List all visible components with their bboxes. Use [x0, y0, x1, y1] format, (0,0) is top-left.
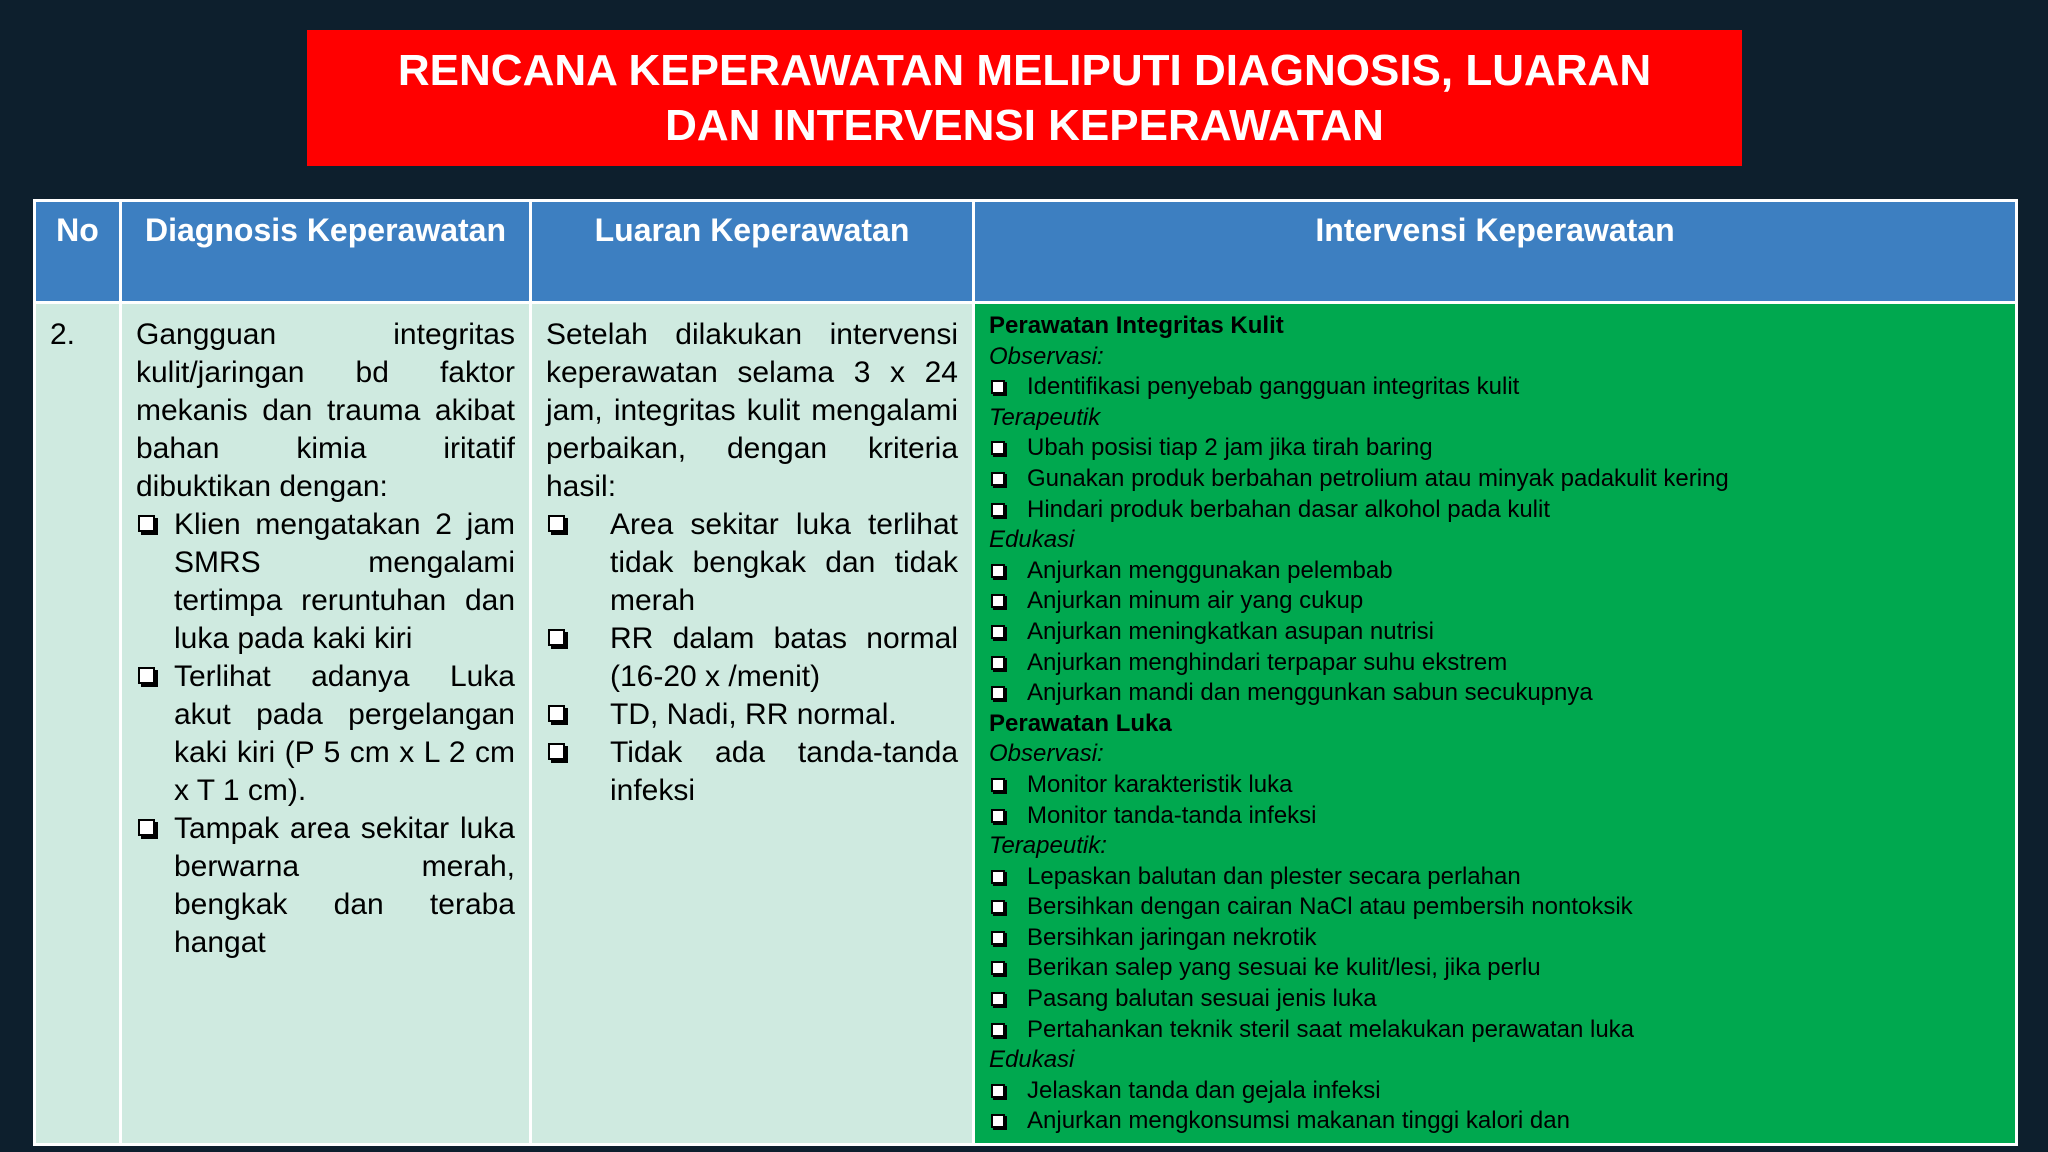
diagnosis-intro: Gangguan integritas kulit/jaringan bd faktor mekanis dan trauma akibat bahan kimia iritatif dibuktikan dengan: — [136, 318, 515, 503]
checkbox-bullet-icon — [991, 1114, 1005, 1128]
item-text: Anjurkan minum air yang cukup — [1027, 587, 1364, 615]
checkbox-bullet-icon — [548, 515, 565, 532]
item-text: Anjurkan menggunakan pelembab — [1027, 556, 1393, 584]
section-title-perawatan-integritas-kulit: Perawatan Integritas Kulit — [989, 312, 1284, 339]
list-item — [989, 1076, 2005, 1107]
item-text: Anjurkan mengkonsumsi makanan tinggi kalori dan — [1027, 1107, 1570, 1135]
item-text: Hindari produk berbahan dasar alkohol pada kulit — [1027, 495, 1551, 523]
list-item — [989, 892, 2005, 923]
checkbox-bullet-icon — [991, 686, 1005, 700]
item-text: Bersihkan jaringan nekrotik — [1027, 923, 1317, 951]
header-diagnosis: Diagnosis Keperawatan — [121, 201, 531, 303]
bullet-text: Tampak area sekitar luka berwarna merah, bengkak dan teraba hangat — [174, 812, 515, 959]
item-text: Anjurkan meningkatkan asupan nutrisi — [1027, 617, 1434, 645]
label-terapeutik: Terapeutik: — [989, 832, 1107, 860]
checkbox-bullet-icon — [991, 625, 1005, 639]
care-plan-table — [33, 199, 2018, 1146]
header-luaran: Luaran Keperawatan — [531, 201, 974, 303]
list-item — [136, 810, 515, 962]
item-text: Gunakan produk berbahan petrolium atau minyak padakulit kering — [1027, 464, 1729, 492]
checkbox-bullet-icon — [991, 594, 1005, 608]
list-item — [989, 770, 2005, 801]
checkbox-bullet-icon — [991, 900, 1005, 914]
checkbox-bullet-icon — [991, 992, 1005, 1006]
item-text: Lepaskan balutan dan plester secara perlahan — [1027, 862, 1521, 890]
label-edukasi: Edukasi — [989, 1046, 1075, 1074]
list-item — [989, 372, 2005, 403]
luaran-cell — [531, 303, 974, 1145]
table-row — [35, 303, 2017, 1145]
luaran-intro: Setelah dilakukan intervensi keperawatan selama 3 x 24 jam, integritas kulit mengalami perbaikan, dengan kriteria hasil: — [546, 318, 958, 503]
item-text: Berikan salep yang sesuai ke kulit/lesi, jika perlu — [1027, 954, 1541, 982]
list-item — [546, 734, 958, 810]
item-text: Anjurkan mandi dan menggunkan sabun secukupnya — [1027, 679, 1593, 707]
list-item — [989, 556, 2005, 587]
checkbox-bullet-icon — [991, 961, 1005, 975]
item-text: Jelaskan tanda dan gejala infeksi — [1027, 1076, 1381, 1104]
list-item — [989, 617, 2005, 648]
list-item — [989, 464, 2005, 495]
table-header-row — [35, 201, 2017, 303]
checkbox-bullet-icon — [138, 819, 155, 836]
list-item — [546, 620, 958, 696]
list-item — [989, 586, 2005, 617]
header-no: No — [35, 201, 121, 303]
checkbox-bullet-icon — [138, 667, 155, 684]
list-item — [989, 862, 2005, 893]
checkbox-bullet-icon — [991, 809, 1005, 823]
checkbox-bullet-icon — [991, 472, 1005, 486]
row-number: 2. — [35, 303, 121, 1145]
item-text: Ubah posisi tiap 2 jam jika tirah baring — [1027, 434, 1433, 462]
luaran-criteria-list — [546, 506, 958, 810]
list-item — [989, 1106, 2005, 1137]
list-item — [989, 648, 2005, 679]
list-item — [989, 678, 2005, 709]
checkbox-bullet-icon — [138, 515, 155, 532]
list-item — [546, 506, 958, 620]
item-text: Monitor tanda-tanda infeksi — [1027, 801, 1317, 829]
list-item — [989, 801, 2005, 832]
section-title-perawatan-luka: Perawatan Luka — [989, 709, 1172, 737]
item-text: Identifikasi penyebab gangguan integritas kulit — [1027, 373, 1520, 401]
item-text: Monitor karakteristik luka — [1027, 770, 1293, 798]
slide-title-line-2: DAN INTERVENSI KEPERAWATAN — [665, 101, 1384, 150]
item-text: Anjurkan menghindari terpapar suhu ekstrem — [1027, 648, 1508, 676]
list-item — [989, 953, 2005, 984]
checkbox-bullet-icon — [991, 931, 1005, 945]
diagnosis-evidence-list — [136, 506, 515, 962]
bullet-text: RR dalam batas normal (16-20 x /menit) — [610, 622, 958, 693]
bullet-text: TD, Nadi, RR normal. — [610, 698, 897, 731]
header-intervensi: Intervensi Keperawatan — [974, 201, 2017, 303]
label-observasi: Observasi: — [989, 740, 1104, 768]
checkbox-bullet-icon — [991, 503, 1005, 517]
list-item — [989, 923, 2005, 954]
checkbox-bullet-icon — [991, 564, 1005, 578]
bullet-text: Area sekitar luka terlihat tidak bengkak dan tidak merah — [610, 508, 958, 617]
list-item — [136, 506, 515, 658]
bullet-text: Tidak ada tanda-tanda infeksi — [610, 736, 958, 807]
label-observasi: Observasi: — [989, 342, 1104, 370]
checkbox-bullet-icon — [991, 656, 1005, 670]
item-text: Pertahankan teknik steril saat melakukan perawatan luka — [1027, 1015, 1635, 1043]
slide-title-line-1: RENCANA KEPERAWATAN MELIPUTI DIAGNOSIS, LUARAN — [397, 46, 1652, 95]
checkbox-bullet-icon — [991, 380, 1005, 394]
bullet-text: Terlihat adanya Luka akut pada pergelangan kaki kiri (P 5 cm x L 2 cm x T 1 cm). — [174, 660, 515, 807]
checkbox-bullet-icon — [548, 705, 565, 722]
checkbox-bullet-icon — [991, 1084, 1005, 1098]
checkbox-bullet-icon — [991, 778, 1005, 792]
item-text: Pasang balutan sesuai jenis luka — [1027, 985, 1377, 1013]
checkbox-bullet-icon — [991, 1023, 1005, 1037]
list-item — [136, 658, 515, 810]
list-item — [989, 1015, 2005, 1046]
bullet-text: Klien mengatakan 2 jam SMRS mengalami tertimpa reruntuhan dan luka pada kaki kiri — [174, 508, 515, 655]
diagnosis-cell — [121, 303, 531, 1145]
label-terapeutik: Terapeutik — [989, 403, 1101, 431]
list-item — [546, 696, 958, 734]
checkbox-bullet-icon — [991, 441, 1005, 455]
label-edukasi: Edukasi — [989, 526, 1075, 554]
slide-title — [307, 30, 1742, 166]
checkbox-bullet-icon — [548, 629, 565, 646]
checkbox-bullet-icon — [991, 870, 1005, 884]
checkbox-bullet-icon — [548, 743, 565, 760]
list-item — [989, 433, 2005, 464]
list-item — [989, 495, 2005, 526]
list-item — [989, 984, 2005, 1015]
item-text: Bersihkan dengan cairan NaCl atau pembersih nontoksik — [1027, 893, 1633, 921]
intervensi-cell — [974, 303, 2017, 1145]
